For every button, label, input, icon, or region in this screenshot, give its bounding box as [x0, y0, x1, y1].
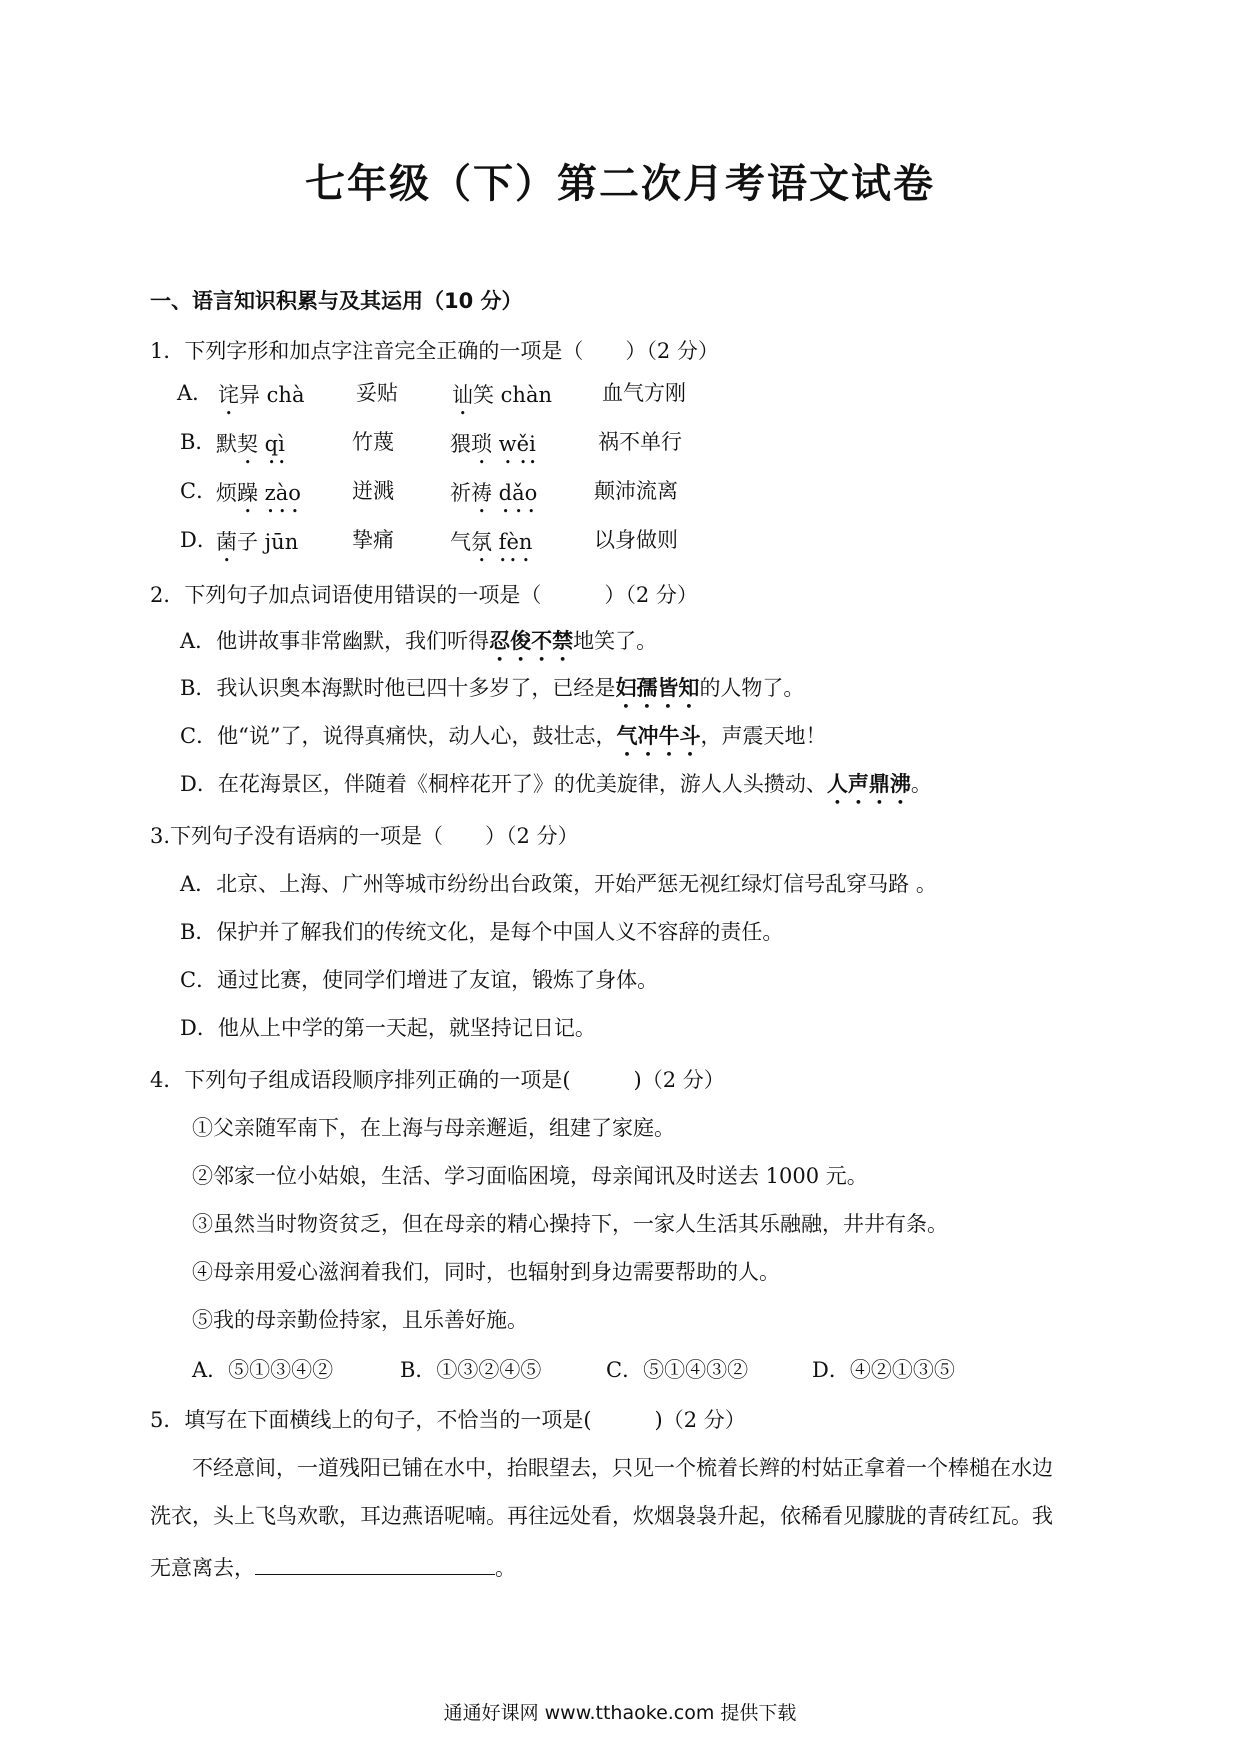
q4-option-a: A．⑤①③④② [192, 1358, 334, 1382]
q2-option-d: D．在花海景区，伴随着《桐梓花开了》的优美旋律，游人人头攒动、人声鼎沸。 [180, 772, 932, 796]
word-4: 血气方刚 [602, 381, 686, 405]
q4-option-d: D．④②①③⑤ [812, 1358, 955, 1382]
q2-stem: 2．下列句子加点词语使用错误的一项是（ ）（2 分） [150, 583, 698, 607]
q5-paragraph-line-2: 洗衣，头上飞鸟欢歌，耳边燕语呢喃。再往远处看，炊烟袅袅升起，依稀看见朦胧的青砖红瓦。我 [150, 1504, 1053, 1528]
word-2: 迸溅 [352, 479, 394, 503]
q5-paragraph-line-1: 不经意间，一道残阳已铺在水中，抬眼望去，只见一个梳着长辫的村姑正拿着一个棒槌在水边 [192, 1456, 1053, 1480]
section-heading: 一、语言知识积累与及其运用（10 分） [150, 289, 523, 313]
q2-option-a: A．他讲故事非常幽默，我们听得忍俊不禁地笑了。 [180, 629, 658, 653]
q4-sentence-3: ③虽然当时物资贫乏，但在母亲的精心操持下，一家人生活其乐融融，井井有条。 [192, 1212, 948, 1236]
q4-stem: 4．下列句子组成语段顺序排列正确的一项是( )（2 分） [150, 1068, 725, 1092]
q4-sentence-4: ④母亲用爱心滋润着我们，同时，也辐射到身边需要帮助的人。 [192, 1260, 780, 1284]
word-4: 祸不单行 [598, 430, 682, 454]
word-3: 讪笑 chàn [452, 383, 553, 407]
q3-option-d: D．他从上中学的第一天起，就坚持记日记。 [180, 1016, 596, 1040]
word-1: 默契 qì [216, 432, 285, 456]
q2-option-b: B．我认识奥本海默时他已四十多岁了，已经是妇孺皆知的人物了。 [180, 676, 805, 700]
q3-option-b: B．保护并了解我们的传统文化，是每个中国人义不容辞的责任。 [180, 920, 784, 944]
word-3: 猥琐 wěi [450, 432, 536, 456]
page-title: 七年级（下）第二次月考语文试卷 [305, 161, 935, 207]
word-2: 妥贴 [356, 381, 398, 405]
option-label: B． [180, 430, 217, 454]
q3-stem: 3.下列句子没有语病的一项是（ ）（2 分） [150, 824, 579, 848]
answer-blank[interactable] [255, 1554, 495, 1575]
word-1: 诧异 chà [218, 383, 305, 407]
word-3: 祈祷 dǎo [450, 481, 538, 505]
q4-option-c: C．⑤①④③② [606, 1358, 749, 1382]
q4-sentence-2: ②邻家一位小姑娘，生活、学习面临困境，母亲闻讯及时送去 1000 元。 [192, 1164, 868, 1188]
option-label: C． [180, 479, 218, 503]
word-4: 颠沛流离 [594, 479, 678, 503]
word-2: 竹蔑 [352, 430, 394, 454]
q4-sentence-1: ①父亲随军南下，在上海与母亲邂逅，组建了家庭。 [192, 1116, 675, 1140]
q3-option-a: A．北京、上海、广州等城市纷纷出台政策，开始严惩无视红绿灯信号乱穿马路 。 [180, 872, 937, 896]
word-3: 气氛 fèn [450, 530, 533, 554]
q5-stem: 5．填写在下面横线上的句子，不恰当的一项是( )（2 分） [150, 1408, 746, 1432]
word-1: 菌子 jūn [216, 530, 299, 554]
q4-option-b: B．①③②④⑤ [400, 1358, 542, 1382]
footer-source: 通通好课网 www.tthaoke.com 提供下载 [443, 1702, 797, 1724]
option-label: D． [180, 528, 218, 552]
word-2: 挚痛 [352, 528, 394, 552]
q4-sentence-5: ⑤我的母亲勤俭持家，且乐善好施。 [192, 1308, 528, 1332]
word-4: 以身做则 [594, 528, 678, 552]
q1-stem: 1．下列字形和加点字注音完全正确的一项是（ ）（2 分） [150, 339, 719, 363]
word-1: 烦躁 zào [216, 481, 301, 505]
q3-option-c: C．通过比赛，使同学们增进了友谊，锻炼了身体。 [180, 968, 659, 992]
q5-paragraph-line-3: 无意离去， 。 [150, 1556, 516, 1580]
q2-option-c: C．他“说”了，说得真痛快，动人心，鼓壮志，气冲牛斗，声震天地！ [180, 724, 827, 748]
option-label: A． [177, 381, 214, 405]
